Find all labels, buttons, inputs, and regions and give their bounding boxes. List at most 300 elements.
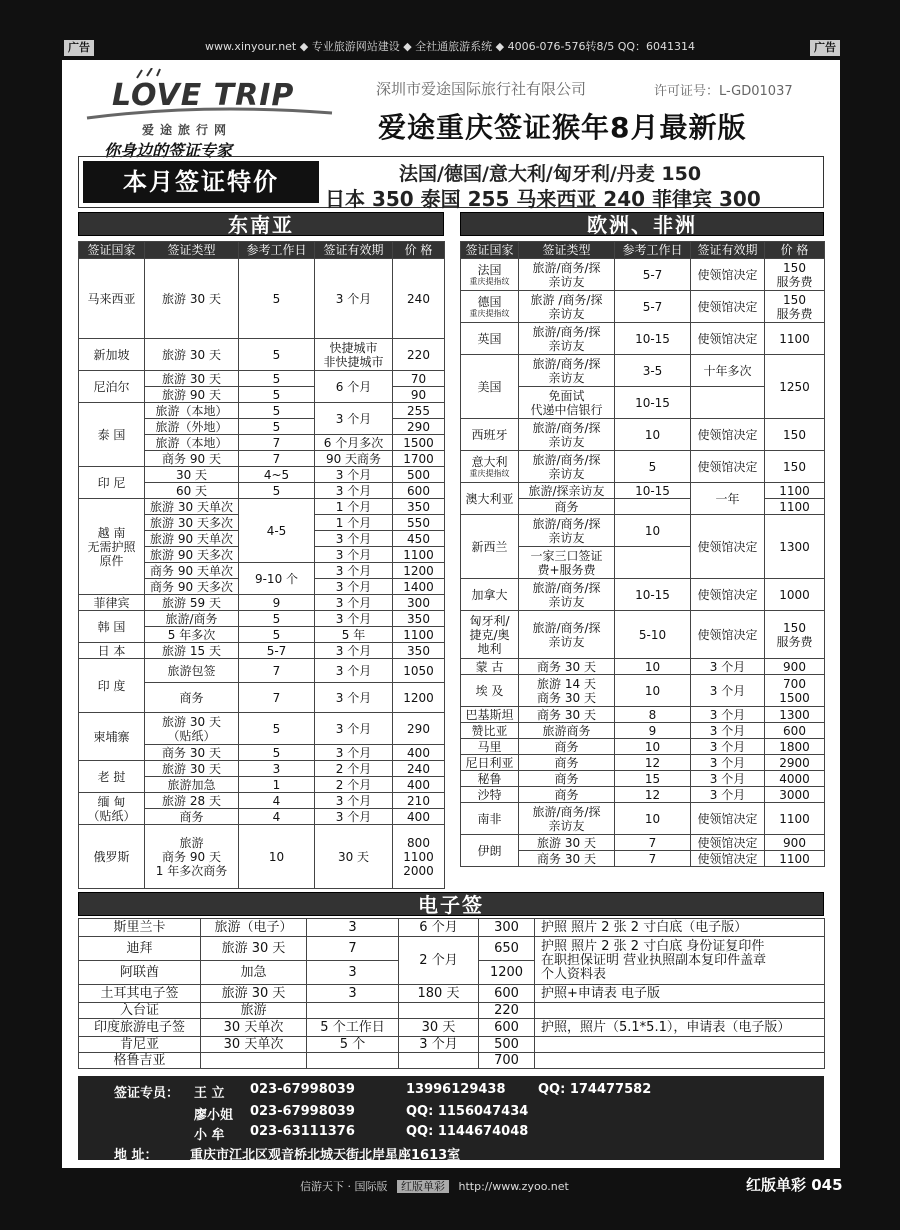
- table-cell: 3: [307, 961, 399, 985]
- sea-visa-table: [78, 241, 445, 889]
- table-cell: 3 个月: [315, 611, 393, 627]
- table-row: [461, 419, 825, 451]
- table-cell: 1200: [393, 683, 445, 713]
- table-cell: 10: [615, 675, 691, 707]
- table-cell: 1800: [765, 739, 825, 755]
- table-cell: 旅游/商务/探 亲访友: [519, 515, 615, 547]
- table-row: [79, 643, 445, 659]
- table-row: [461, 291, 825, 323]
- table-cell: 10: [615, 739, 691, 755]
- table-row: [79, 339, 445, 371]
- column-header: 签证类型: [145, 242, 239, 259]
- table-cell: 旅游 30 天: [145, 339, 239, 371]
- table-cell: 10: [239, 825, 315, 889]
- table-row: [79, 761, 445, 777]
- table-row: [461, 755, 825, 771]
- table-row: [461, 355, 825, 387]
- table-cell: 1100: [765, 499, 825, 515]
- table-cell: 商务: [519, 755, 615, 771]
- table-cell: 1000: [765, 579, 825, 611]
- table-row: [79, 499, 445, 515]
- table-cell: 60 天: [145, 483, 239, 499]
- table-cell: 5: [239, 713, 315, 745]
- table-cell: 3: [307, 985, 399, 1003]
- logo-text: LOVE TRIP: [112, 78, 295, 113]
- table-cell: 巴基斯坦: [461, 707, 519, 723]
- table-row: [79, 467, 445, 483]
- table-cell: 210: [393, 793, 445, 809]
- table-row: [79, 403, 445, 419]
- section-title-europe: 欧洲、非洲: [460, 212, 824, 236]
- table-cell: 马里: [461, 739, 519, 755]
- table-cell: 2 个月: [315, 777, 393, 793]
- table-cell: 30 天: [145, 467, 239, 483]
- contact-phone-3: 023-63111376: [250, 1124, 355, 1139]
- table-cell: 旅游 30 天: [519, 835, 615, 851]
- table-row: [79, 1037, 825, 1053]
- table-cell: 老 挝: [79, 761, 145, 793]
- table-cell: 旅游/商务/探 亲访友: [519, 579, 615, 611]
- ad-tag-left: 广告: [64, 40, 94, 56]
- table-cell: 10: [615, 659, 691, 675]
- table-cell: 旅游（电子）: [201, 919, 307, 937]
- table-cell: 30 天单次: [201, 1019, 307, 1037]
- table-cell: 700: [479, 1053, 535, 1069]
- table-cell: 德国 重庆提指纹: [461, 291, 519, 323]
- table-cell: 30 天: [315, 825, 393, 889]
- table-cell: 3 个月: [315, 683, 393, 713]
- table-cell: 400: [393, 777, 445, 793]
- table-cell: 印 度: [79, 659, 145, 713]
- table-row: [79, 595, 445, 611]
- column-header: 价 格: [765, 242, 825, 259]
- table-cell: 10-15: [615, 387, 691, 419]
- table-row: [461, 803, 825, 835]
- table-cell: 1400: [393, 579, 445, 595]
- table-cell: 400: [393, 745, 445, 761]
- column-header: 签证国家: [461, 242, 519, 259]
- special-offer-box: [78, 156, 824, 211]
- table-cell: 尼日利亚: [461, 755, 519, 771]
- fingerprint-note: 重庆提指纹: [469, 469, 510, 478]
- contact-qq-3: QQ: 1144674048: [406, 1124, 529, 1139]
- table-cell: 4: [239, 793, 315, 809]
- table-row: [461, 579, 825, 611]
- table-cell: 护照 照片 2 张 2 寸白底 身份证复印件 在职担保证明 营业执照副本复印件盖章 个人资料表: [535, 937, 825, 985]
- table-cell: 1100: [393, 547, 445, 563]
- table-cell: 1 个月: [315, 499, 393, 515]
- table-cell: 7: [615, 835, 691, 851]
- table-cell: 350: [393, 499, 445, 515]
- table-cell: 西班牙: [461, 419, 519, 451]
- table-cell: 3 个月: [315, 659, 393, 683]
- table-cell: 800 1100 2000: [393, 825, 445, 889]
- table-row: [79, 1053, 825, 1069]
- table-cell: 埃 及: [461, 675, 519, 707]
- table-cell: 1500: [393, 435, 445, 451]
- ad-tag-right: 广告: [810, 40, 840, 56]
- table-cell: 旅游加急: [145, 777, 239, 793]
- table-cell: 快捷城市 非快捷城市: [315, 339, 393, 371]
- section-title-evisa: 电子签: [78, 892, 824, 916]
- footer-url[interactable]: http://www.zyoo.net: [458, 1180, 569, 1193]
- table-row: [79, 793, 445, 809]
- table-cell: 3 个月: [315, 713, 393, 745]
- footer-brand: 信游天下 · 国际版: [300, 1180, 388, 1193]
- column-header: 签证国家: [79, 242, 145, 259]
- table-cell: [307, 1003, 399, 1019]
- table-cell: 2900: [765, 755, 825, 771]
- table-cell: 旅游/商务/探 亲访友: [519, 611, 615, 659]
- table-cell: 600: [479, 985, 535, 1003]
- table-cell: [535, 1037, 825, 1053]
- table-cell: 150: [765, 419, 825, 451]
- table-cell: 使领馆决定: [691, 515, 765, 579]
- table-cell: 秘鲁: [461, 771, 519, 787]
- table-cell: 2 个月: [315, 761, 393, 777]
- table-cell: 70: [393, 371, 445, 387]
- table-cell: 加拿大: [461, 579, 519, 611]
- contact-mobile-1: 13996129438: [406, 1082, 506, 1097]
- table-row: [79, 259, 445, 339]
- table-cell: 6 个月多次: [315, 435, 393, 451]
- table-cell: 220: [393, 339, 445, 371]
- table-cell: 180 天: [399, 985, 479, 1003]
- table-cell: 商务 30 天: [519, 707, 615, 723]
- page-number: 红版单彩 045: [746, 1176, 843, 1194]
- table-cell: 1050: [393, 659, 445, 683]
- table-cell: 150 服务费: [765, 611, 825, 659]
- table-cell: 柬埔寨: [79, 713, 145, 761]
- table-row: [461, 835, 825, 851]
- contact-label: 签证专员：: [114, 1086, 180, 1101]
- table-cell: 入台证: [79, 1003, 201, 1019]
- contact-name-3: 小 牟: [194, 1128, 225, 1143]
- table-cell: 商务: [519, 499, 615, 515]
- table-cell: 商务 30 天: [519, 851, 615, 867]
- table-cell: 阿联酋: [79, 961, 201, 985]
- table-cell: 4: [239, 809, 315, 825]
- table-cell: 900: [765, 659, 825, 675]
- table-cell: 南非: [461, 803, 519, 835]
- column-header: 参考工作日: [239, 242, 315, 259]
- contact-phone-2: 023-67998039: [250, 1104, 355, 1119]
- table-cell: 6 个月: [399, 919, 479, 937]
- contact-qq-1: QQ: 174477582: [538, 1082, 652, 1097]
- table-cell: 5: [239, 419, 315, 435]
- table-row: [79, 371, 445, 387]
- table-row: [79, 1019, 825, 1037]
- table-cell: 格鲁吉亚: [79, 1053, 201, 1069]
- table-cell: 旅游 90 天单次: [145, 531, 239, 547]
- table-cell: 9: [615, 723, 691, 739]
- table-cell: 3: [307, 919, 399, 937]
- column-header: 签证类型: [519, 242, 615, 259]
- table-cell: 1200: [479, 961, 535, 985]
- table-cell: 12: [615, 755, 691, 771]
- table-cell: 1100: [765, 483, 825, 499]
- table-cell: 9-10 个: [239, 563, 315, 595]
- table-row: [461, 739, 825, 755]
- evisa-table: [78, 918, 825, 1069]
- table-cell: 旅游 30 天: [201, 985, 307, 1003]
- table-row: [461, 659, 825, 675]
- table-cell: 350: [393, 643, 445, 659]
- table-cell: 5: [239, 483, 315, 499]
- table-cell: 使领馆决定: [691, 851, 765, 867]
- logo: [82, 68, 342, 158]
- table-cell: [615, 499, 691, 515]
- table-cell: 600: [765, 723, 825, 739]
- footer-center: [300, 1178, 569, 1194]
- table-cell: 护照，照片（5.1*5.1），申请表（电子版）: [535, 1019, 825, 1037]
- top-banner: www.xinyour.net ◆ 专业旅游网站建设 ◆ 全社通旅游系统 ◆ 4006-076-576转8/5 QQ：6041314: [204, 40, 696, 53]
- table-cell: 赞比亚: [461, 723, 519, 739]
- section-title-sea: 东南亚: [78, 212, 444, 236]
- table-cell: 5-7: [239, 643, 315, 659]
- table-cell: 使领馆决定: [691, 419, 765, 451]
- table-cell: [201, 1053, 307, 1069]
- table-cell: 旅游 90 天多次: [145, 547, 239, 563]
- table-cell: 1250: [765, 355, 825, 419]
- table-cell: 550: [393, 515, 445, 531]
- table-cell: 3 个月: [315, 547, 393, 563]
- table-cell: 3 个月: [315, 595, 393, 611]
- table-cell: 旅游 90 天: [145, 387, 239, 403]
- table-cell: 5-7: [615, 291, 691, 323]
- table-cell: 迪拜: [79, 937, 201, 961]
- table-cell: [615, 547, 691, 579]
- table-cell: 700 1500: [765, 675, 825, 707]
- table-cell: 10-15: [615, 579, 691, 611]
- table-cell: 3 个月: [315, 579, 393, 595]
- table-cell: 1100: [765, 323, 825, 355]
- table-cell: 缅 甸 （贴纸）: [79, 793, 145, 825]
- table-cell: 5: [239, 403, 315, 419]
- table-cell: 3 个月: [315, 483, 393, 499]
- table-row: [461, 451, 825, 483]
- table-cell: [399, 1053, 479, 1069]
- table-cell: 220: [479, 1003, 535, 1019]
- table-row: [79, 1003, 825, 1019]
- table-cell: 30 天单次: [201, 1037, 307, 1053]
- table-cell: 3 个月: [691, 723, 765, 739]
- table-cell: 7: [239, 683, 315, 713]
- table-cell: 5: [239, 745, 315, 761]
- table-cell: 商务: [519, 739, 615, 755]
- table-cell: 7: [239, 659, 315, 683]
- table-cell: 7: [239, 435, 315, 451]
- table-cell: 使领馆决定: [691, 323, 765, 355]
- table-cell: 600: [479, 1019, 535, 1037]
- table-cell: 商务 90 天多次: [145, 579, 239, 595]
- europe-visa-table: [460, 241, 825, 867]
- table-cell: 旅游（本地）: [145, 403, 239, 419]
- table-cell: 5-10: [615, 611, 691, 659]
- table-cell: 伊朗: [461, 835, 519, 867]
- table-cell: 300: [393, 595, 445, 611]
- table-cell: 1300: [765, 515, 825, 579]
- table-cell: 300: [479, 919, 535, 937]
- page: [62, 60, 840, 1168]
- table-cell: [307, 1053, 399, 1069]
- table-cell: 使领馆决定: [691, 579, 765, 611]
- table-cell: 5 个工作日: [307, 1019, 399, 1037]
- table-cell: [691, 387, 765, 419]
- table-cell: 3-5: [615, 355, 691, 387]
- table-cell: 3 个月: [691, 659, 765, 675]
- table-cell: 7: [307, 937, 399, 961]
- table-cell: 7: [239, 451, 315, 467]
- column-header: 价 格: [393, 242, 445, 259]
- table-cell: 商务 30 天: [519, 659, 615, 675]
- table-cell: 旅游/商务/探 亲访友: [519, 451, 615, 483]
- table-cell: [535, 1003, 825, 1019]
- license-number: 许可证号：L-GD01037: [654, 84, 793, 99]
- table-cell: 旅游（外地）: [145, 419, 239, 435]
- table-row: [461, 771, 825, 787]
- table-row: [461, 707, 825, 723]
- table-cell: 护照 照片 2 张 2 寸白底（电子版）: [535, 919, 825, 937]
- column-header: 签证有效期: [691, 242, 765, 259]
- table-cell: 旅游/探亲访友: [519, 483, 615, 499]
- table-cell: 15: [615, 771, 691, 787]
- table-cell: 旅游/商务/探 亲访友: [519, 259, 615, 291]
- address: 重庆市江北区观音桥北城天街北岸星座1613室: [190, 1148, 461, 1163]
- table-cell: 10: [615, 515, 691, 547]
- table-cell: 肯尼亚: [79, 1037, 201, 1053]
- table-cell: 旅游/商务/探 亲访友: [519, 323, 615, 355]
- table-cell: 3 个月: [315, 563, 393, 579]
- table-cell: 旅游/商务/探 亲访友: [519, 355, 615, 387]
- table-cell: 使领馆决定: [691, 291, 765, 323]
- table-cell: 旅游 28 天: [145, 793, 239, 809]
- table-cell: 商务 90 天单次: [145, 563, 239, 579]
- table-cell: 一家三口签证 费+服务费: [519, 547, 615, 579]
- page-title: 爱途重庆签证猴年8月最新版: [378, 111, 747, 144]
- table-cell: 旅游/商务/探 亲访友: [519, 419, 615, 451]
- table-cell: 印度旅游电子签: [79, 1019, 201, 1037]
- table-cell: 印 尼: [79, 467, 145, 499]
- contact-qq-2: QQ: 1156047434: [406, 1104, 529, 1119]
- table-row: [461, 259, 825, 291]
- table-cell: 10-15: [615, 323, 691, 355]
- table-cell: 旅游 30 天单次: [145, 499, 239, 515]
- table-cell: 意大利 重庆提指纹: [461, 451, 519, 483]
- table-cell: 3 个月: [315, 259, 393, 339]
- table-cell: 匈牙利/ 捷克/奥 地利: [461, 611, 519, 659]
- table-cell: 7: [615, 851, 691, 867]
- contact-name-1: 王 立: [194, 1086, 225, 1101]
- table-cell: 使领馆决定: [691, 803, 765, 835]
- fingerprint-note: 重庆提指纹: [469, 309, 510, 318]
- table-cell: 旅游 30 天: [201, 937, 307, 961]
- table-cell: 400: [393, 809, 445, 825]
- table-cell: 90 天商务: [315, 451, 393, 467]
- table-cell: 5: [239, 611, 315, 627]
- table-cell: 尼泊尔: [79, 371, 145, 403]
- table-cell: 新西兰: [461, 515, 519, 579]
- table-cell: 5: [239, 339, 315, 371]
- table-row: [461, 723, 825, 739]
- table-row: [461, 787, 825, 803]
- table-cell: [535, 1053, 825, 1069]
- table-cell: 马来西亚: [79, 259, 145, 339]
- table-cell: 日 本: [79, 643, 145, 659]
- table-row: [461, 675, 825, 707]
- table-cell: 斯里兰卡: [79, 919, 201, 937]
- table-cell: 商务: [145, 683, 239, 713]
- table-cell: 旅游包签: [145, 659, 239, 683]
- table-cell: 旅游 /商务/探 亲访友: [519, 291, 615, 323]
- contact-phone-1: 023-67998039: [250, 1082, 355, 1097]
- table-cell: 4~5: [239, 467, 315, 483]
- table-cell: 1: [239, 777, 315, 793]
- table-cell: 旅游商务: [519, 723, 615, 739]
- table-cell: 8: [615, 707, 691, 723]
- table-cell: 4-5: [239, 499, 315, 563]
- table-cell: 240: [393, 761, 445, 777]
- table-cell: 3 个月: [691, 739, 765, 755]
- table-row: [79, 937, 825, 961]
- table-cell: 90: [393, 387, 445, 403]
- table-row: [461, 483, 825, 499]
- special-offer-label: 本月签证特价: [83, 161, 319, 203]
- table-cell: 3 个月: [691, 787, 765, 803]
- table-cell: 1 个月: [315, 515, 393, 531]
- special-offer-line2: 日本 350 泰国 255 马来西亚 240 菲律宾 300: [325, 187, 761, 211]
- table-row: [79, 611, 445, 627]
- table-cell: 3 个月: [691, 771, 765, 787]
- table-cell: 12: [615, 787, 691, 803]
- table-cell: 菲律宾: [79, 595, 145, 611]
- table-cell: 1100: [765, 851, 825, 867]
- table-cell: 旅游 30 天: [145, 259, 239, 339]
- table-cell: [399, 1003, 479, 1019]
- table-cell: 3000: [765, 787, 825, 803]
- table-cell: 越 南 无需护照 原件: [79, 499, 145, 595]
- table-cell: 3 个月: [399, 1037, 479, 1053]
- table-cell: 3 个月: [315, 403, 393, 435]
- contact-name-2: 廖小姐: [194, 1108, 234, 1123]
- table-cell: 使领馆决定: [691, 611, 765, 659]
- table-cell: 5 个: [307, 1037, 399, 1053]
- table-row: [461, 515, 825, 547]
- table-row: [461, 611, 825, 659]
- table-cell: 150 服务费: [765, 291, 825, 323]
- table-cell: 3 个月: [315, 531, 393, 547]
- table-cell: 5 年: [315, 627, 393, 643]
- table-cell: 1100: [393, 627, 445, 643]
- table-cell: 商务: [519, 787, 615, 803]
- table-cell: 5: [239, 387, 315, 403]
- slogan: 你身边的签证专家: [104, 141, 233, 160]
- table-row: [79, 985, 825, 1003]
- table-cell: 240: [393, 259, 445, 339]
- table-row: [79, 713, 445, 745]
- table-cell: 150 服务费: [765, 259, 825, 291]
- table-cell: 1100: [765, 803, 825, 835]
- table-cell: 3 个月: [315, 809, 393, 825]
- table-cell: 旅游 15 天: [145, 643, 239, 659]
- table-cell: 旅游 30 天: [145, 371, 239, 387]
- contact-box: [78, 1076, 824, 1163]
- table-cell: 1200: [393, 563, 445, 579]
- table-cell: 旅游 14 天 商务 30 天: [519, 675, 615, 707]
- table-cell: 旅游 59 天: [145, 595, 239, 611]
- table-cell: 俄罗斯: [79, 825, 145, 889]
- table-cell: 商务: [145, 809, 239, 825]
